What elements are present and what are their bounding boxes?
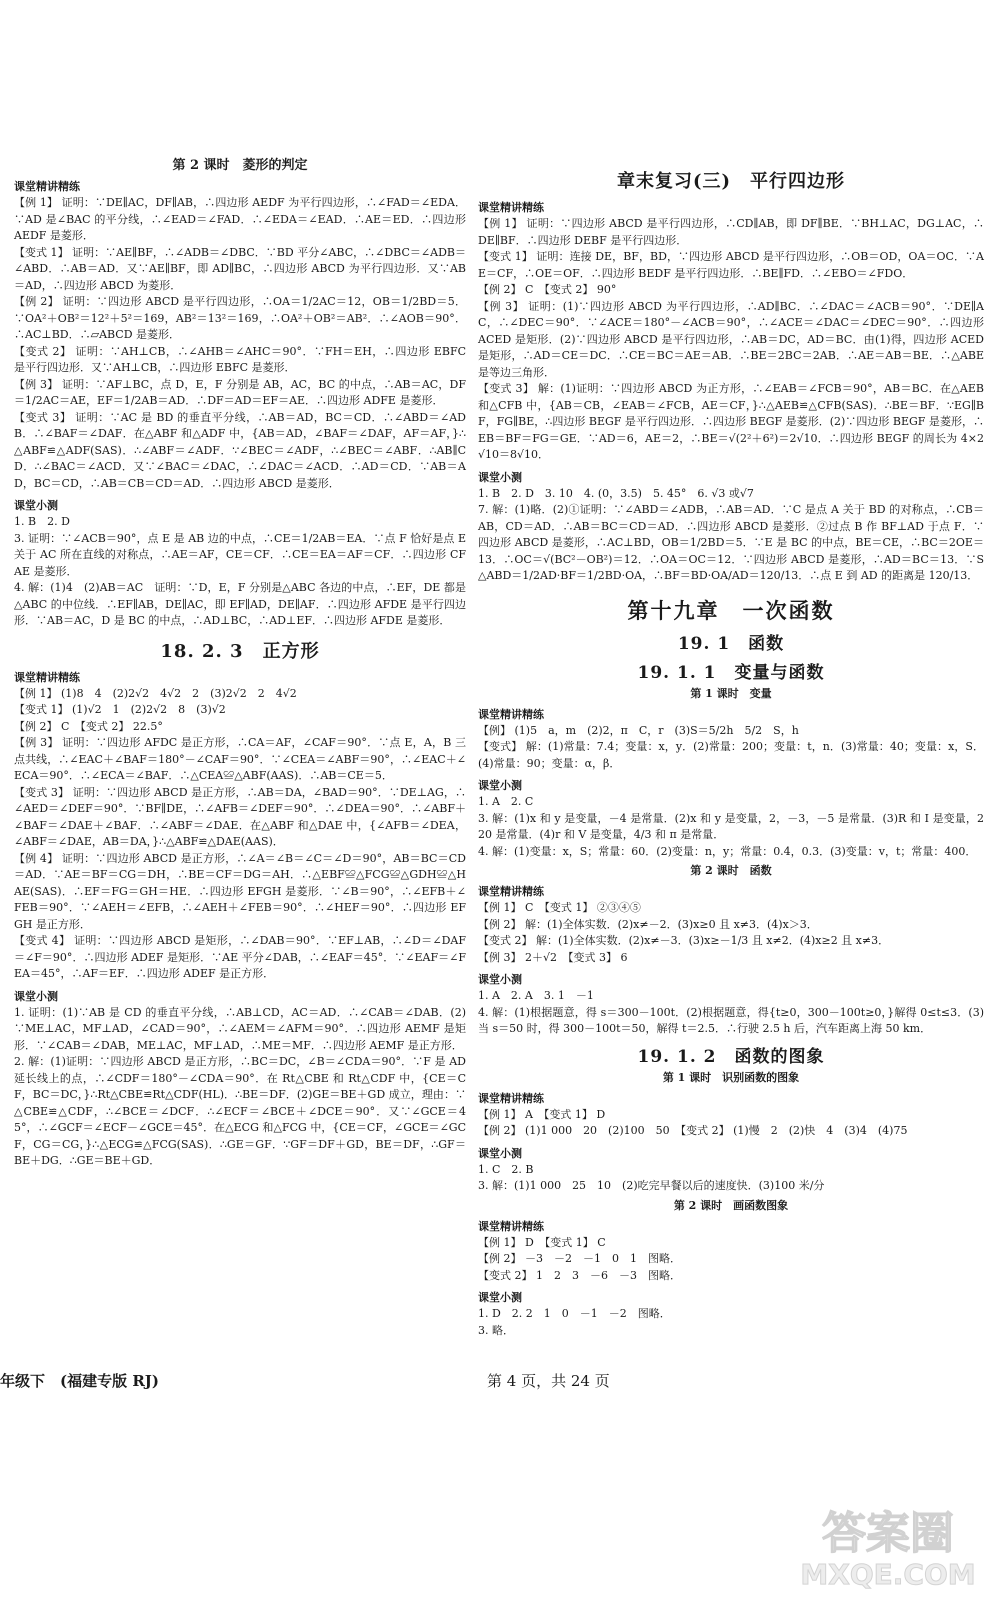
answer-paragraph: 【例 1】 D 【变式 1】 C bbox=[478, 1235, 606, 1249]
answer-paragraph: 4. 解：(1)4 (2)AB＝AC 证明：∵D，E，F 分别是△ABC 各边的中点，∴EF，DE 都是△ABC 的中位线．∴EF∥AB，DE∥AC，即 EF∥AD，DE∥AF．∴四边形 AFDE 是平行四边形．∵AB＝AC，D 是 BC 的中点，∴AD⊥BC，∴AD⊥EF．∴四边形 AFDE 是菱形． bbox=[14, 581, 466, 627]
section-label: 课堂小测 bbox=[478, 973, 522, 986]
section-label: 课堂精讲精练 bbox=[478, 1219, 544, 1233]
answer-paragraph: 【变式 4】 证明：∵四边形 ABCD 是矩形，∴∠DAB＝90°．∵EF⊥AB，∴∠D＝∠DAF＝∠F＝90°．∴四边形 ADEF 是矩形．∵AE 平分∠DAB，∴∠EAF＝45°．∵∠EAF＝∠FEA＝45°，∴AF＝EF．∴四边形 ADEF 是正方形． bbox=[14, 934, 466, 980]
section-label: 课堂小测 bbox=[478, 1291, 522, 1304]
answer-paragraph: 1. B 2. D 3. 10 4. (0，3.5) 5. 45° 6. √3 或√7 bbox=[478, 486, 754, 500]
chapter-heading: 第十九章 一次函数 bbox=[627, 597, 835, 623]
answer-paragraph: 4. 解：(1)根据题意，得 s＝300－100t．(2)根据题意，得{t≥0，300－100t≥0，}解得 0≤t≤3．(3)当 s＝50 时，得 300－100t＝50，解得 t＝2.5．∴行驶 2.5 h 后，汽车距离上海 50 km． bbox=[478, 1005, 984, 1035]
section-heading: 19. 1 函数 bbox=[677, 633, 785, 654]
answer-paragraph: 【例 1】 证明：∵DE∥AC，DF∥AB，∴四边形 AEDF 为平行四边形，∴∠FAD＝∠EDA．∵AD 是∠BAC 的平分线，∴∠EAD＝∠FAD．∴∠EDA＝∠EAD．∴AE＝ED．∴四边形 AEDF 是菱形． bbox=[14, 196, 466, 242]
answer-paragraph: 1. A 2. C bbox=[478, 795, 534, 808]
answer-paragraph: 1. B 2. D bbox=[14, 515, 70, 528]
footer-page-number: 第 4 页，共 24 页 bbox=[487, 1372, 610, 1390]
answer-paragraph: 3. 解：(1)x 和 y 是变量，－4 是常量．(2)x 和 y 是变量，2，－3，－5 是常量．(3)R 和 I 是变量，220 是常量．(4)r 和 V 是变量，4/3 和 π 是常量． bbox=[478, 811, 984, 841]
lesson-heading: 第 2 课时 函数 bbox=[690, 864, 772, 877]
answer-paragraph: 【例 1】 A 【变式 1】 D bbox=[478, 1107, 606, 1121]
answer-paragraph: 【例 2】 证明：∵四边形 ABCD 是平行四边形，∴OA＝1/2AC＝12，OB＝1/2BD＝5．∵OA²＋OB²＝12²＋5²＝169，AB²＝13²＝169，∴OA²＋OB²＝AB²．∴∠AOB＝90°．∴AC⊥BD．∴▱ABCD 是菱形． bbox=[14, 295, 466, 341]
section-label: 课堂小测 bbox=[14, 989, 58, 1003]
answer-paragraph: 【变式 2】 1 2 3 －6 －3 图略． bbox=[478, 1268, 681, 1282]
answer-paragraph: 【例 2】 C 【变式 2】 22.5° bbox=[14, 719, 163, 733]
answer-paragraph: 1. A 2. A 3. 1 －1 bbox=[478, 989, 594, 1002]
answer-paragraph: 3. 略． bbox=[478, 1323, 514, 1337]
section-label: 课堂小测 bbox=[478, 470, 522, 484]
section-label: 课堂精讲精练 bbox=[14, 180, 80, 193]
answer-paragraph: 4. 解：(1)变量：x，S；常量：60．(2)变量：n，y；常量：0.4，0.3．(3)变量：v，t；常量：400． bbox=[478, 844, 977, 858]
right-column bbox=[478, 160, 984, 1339]
answer-paragraph: 【变式 2】 证明：∵AH⊥CB，∴∠AHB＝∠AHC＝90°．∵FH＝EH，∴四边形 EBFC 是平行四边形．又∵AH⊥CB，∴四边形 EBFC 是菱形． bbox=[14, 344, 466, 374]
footer-grade-edition: 年级下 (福建专版 RJ) bbox=[0, 1372, 159, 1390]
answer-paragraph: 2. 解：(1)证明：∵四边形 ABCD 是正方形，∴BC＝DC，∠B＝∠CDA＝90°．∵F 是 AD 延长线上的点，∴∠CDF＝180°－∠CDA＝90°．在 Rt△CBE 和 Rt△CDF 中，{CE＝CF，BC＝DC，}∴Rt△CBE≌Rt△CDF(HL)．∴BE＝DF．(2)GE＝BE＋GD 成立，理由：∵△CBE≌△CDF，∴∠BCE＝∠DCF．∴∠ECF＝∠BCE＋∠DCE＝90°．又∵∠GCE＝45°，∴∠GCF＝∠ECF－∠GCE＝45°．在△ECG 和△FCG 中，{CE＝CF，∠GCE＝∠GCF，CG＝CG，}∴△ECG≌△FCG(SAS)．∴GE＝GF．∵GF＝DF＋GD，BE＝DF，∴GF＝BE＋DG．∴GE＝BE＋GD． bbox=[14, 1055, 466, 1167]
lesson-heading: 第 1 课时 识别函数的图象 bbox=[662, 1070, 800, 1084]
section-label: 课堂精讲精练 bbox=[478, 885, 544, 898]
watermark-logo bbox=[788, 1500, 988, 1592]
answer-paragraph: 【例 3】 证明：∵四边形 AFDC 是正方形，∴CA＝AF，∠CAF＝90°．∵点 E，A，B 三点共线，∴∠EAC＋∠BAF＝180°－∠CAF＝90°．∵∠CEA＝∠ABF＝90°，∴∠EAC＋∠ECA＝90°．∴∠ECA＝∠BAF．∴△CEA≌△ABF(AAS)．∴AB＝CE＝5． bbox=[14, 736, 466, 782]
section-heading: 18. 2. 3 正方形 bbox=[160, 640, 320, 662]
watermark-text-top: 答案圈 bbox=[822, 1508, 954, 1559]
answer-paragraph: 1. C 2. B bbox=[478, 1162, 534, 1176]
answer-paragraph: 【变式 3】 解：(1)证明：∵四边形 ABCD 为正方形，∴∠EAB＝∠FCB＝90°，AB＝BC．在△AEB 和△CFB 中，{AB＝CB，∠EAB＝∠FCB，AE＝CF，}∴△AEB≌△CFB(SAS)．∴BE＝BF．∵EG∥BF，FG∥BE，∴四边形 BEGF 是平行四边形．∴四边形 BEGF 是菱形．(2)∵四边形 BEGF 是菱形，∴EB＝BF＝FG＝GE．∵AD＝6，AE＝2，∴BE＝√(2²＋6²)＝2√10．∴四边形 BEGF 的周长为 4×2√10＝8√10． bbox=[478, 382, 984, 461]
section-label: 课堂精讲精练 bbox=[478, 1091, 544, 1105]
section-label: 课堂小测 bbox=[478, 1146, 522, 1160]
section-heading: 19. 1. 1 变量与函数 bbox=[637, 662, 825, 683]
section-label: 课堂小测 bbox=[478, 779, 522, 792]
section-label: 课堂小测 bbox=[14, 499, 58, 512]
answer-paragraph: 【例】 (1)5 a，m (2)2，π C，r (3)S＝5/2h 5/2 S，h bbox=[478, 723, 799, 737]
lesson-heading: 第 2 课时 画函数图象 bbox=[673, 1198, 789, 1212]
answer-paragraph: 【变式 3】 证明：∵AC 是 BD 的垂直平分线，∴AB＝AD，BC＝CD．∴∠ABD＝∠ADB．∴∠BAF＝∠DAF．在△ABF 和△ADF 中，{AB＝AD，∠BAF＝∠DAF，AF＝AF，}∴△ABF≌△ADF(SAS)．∴∠ABF＝∠ADF．∵∠BEC＝∠ADF，∴∠BEC＝∠ABF．∴AB∥CD．∴∠BAC＝∠ACD．又∵∠BAC＝∠DAC，∴∠DAC＝∠ACD．∴AD＝CD．∵AB＝AD，BC＝CD，∴AB＝CB＝CD＝AD．∴四边形 ABCD 是菱形． bbox=[14, 410, 466, 490]
answer-paragraph: 【例 1】 C 【变式 1】 ②③④⑤ bbox=[478, 901, 641, 914]
section-heading: 19. 1. 2 函数的图象 bbox=[637, 1046, 825, 1067]
section-label: 课堂精讲精练 bbox=[478, 707, 544, 721]
left-column bbox=[14, 150, 466, 1170]
answer-paragraph: 【例 1】 (1)8 4 (2)2√2 4√2 2 (3)2√2 2 4√2 bbox=[14, 686, 297, 700]
section-label: 课堂精讲精练 bbox=[478, 201, 544, 214]
answer-paragraph: 【例 3】 证明：(1)∵四边形 ABCD 为平行四边形，∴AD∥BC．∴∠DAC＝∠ACB＝90°．∵DE∥AC，∴∠DEC＝90°．∵∠ACE＝180°－∠ACB＝90°，∴∠ACE＝∠DAC＝∠DEC＝90°．∴四边形 ACED 是矩形．(2)∵四边形 ABCD 是平行四边形，∴AB＝DC，AD＝BC．由(1)得，四边形 ACED 是矩形，∴AD＝CE＝DC．∴CE＝BC＝AE＝AB．∴BE＝2BC＝2AB．∴AE＝AB＝BE．∴△ABE 是等边三角形． bbox=[478, 299, 984, 379]
section-heading: 章末复习(三) 平行四边形 bbox=[616, 171, 846, 192]
answer-paragraph: 3. 解：(1)1 000 25 10 (2)吃完早餐以后的速度快．(3)100 米/分 bbox=[478, 1179, 825, 1192]
lesson-heading: 第 1 课时 变量 bbox=[690, 686, 772, 700]
answer-paragraph: 【例 3】 证明：∵AF⊥BC，点 D，E，F 分别是 AB，AC，BC 的中点，∴AB＝AC，DF＝1/2AC＝AE，EF＝1/2AB＝AD．∴DF＝AD＝EF＝AE．∴四边形 ADFE 是菱形． bbox=[14, 377, 466, 407]
answer-paragraph: 【例 2】 (1)1 000 20 (2)100 50 【变式 2】 (1)慢 2 (2)快 4 (3)4 (4)75 bbox=[478, 1124, 908, 1137]
answer-paragraph: 【变式 2】 解：(1)全体实数．(2)x≠－3．(3)x≥－1/3 且 x≠2．(4)x≥2 且 x≠3． bbox=[478, 934, 890, 947]
answer-paragraph: 【例 4】 证明：∵四边形 ABCD 是正方形，∴∠A＝∠B＝∠C＝∠D＝90°，AB＝BC＝CD＝AD．∵AE＝BF＝CG＝DH，∴BE＝CF＝DG＝AH．∴△EBF≌△FCG≌△GDH≌△HAE(SAS)．∴EF＝FG＝GH＝HE．∴四边形 EFGH 是菱形．∵∠B＝90°，∴∠EFB＋∠FEB＝90°．∵∠AEH＝∠EFB，∴∠AEH＋∠FEB＝90°．∴∠HEF＝90°．∴四边形 EFGH 是正方形． bbox=[14, 851, 466, 931]
answer-paragraph: 【变式 3】 证明：∵四边形 ABCD 是正方形，∴AB＝DA，∠BAD＝90°．∵DE⊥AG，∴∠AED＝∠DEF＝90°．∵BF∥DE，∴∠AFB＝∠DEF＝90°．∴∠DEA＝90°．∴∠ABF＋∠BAF＝∠DAE＋∠BAF．∴∠ABF＝∠DAE．在△ABF 和△DAE 中，{∠AFB＝∠DEA，∠ABF＝∠DAE，AB＝DA，}∴△ABF≌△DAE(AAS)． bbox=[14, 785, 466, 848]
answer-paragraph: 【变式 1】 证明：连接 DE，BF，BD，∵四边形 ABCD 是平行四边形，∴OB＝OD，OA＝OC．∵AE＝CF，∴OE＝OF．∴四边形 BEDF 是平行四边形．∴BE∥FD．∴∠EBO＝∠FDO． bbox=[478, 250, 984, 280]
answer-paragraph: 【变式 1】 (1)√2 1 (2)2√2 8 (3)√2 bbox=[14, 703, 226, 716]
answer-paragraph: 【例 2】 －3 －2 －1 0 1 图略． bbox=[478, 1252, 681, 1265]
answer-paragraph: 【变式 1】 证明：∵AE∥BF，∴∠ADB＝∠DBC．∵BD 平分∠ABC，∴∠DBC＝∠ADB＝∠ABD．∴AB＝AD．又∵AE∥BF，即 AD∥BC，∴四边形 ABCD 为平行四边形．又∵AB＝AD，∴四边形 ABCD 为菱形． bbox=[14, 245, 466, 292]
answer-paragraph: 【例 2】 C 【变式 2】 90° bbox=[478, 283, 617, 296]
answer-paragraph: 【例 3】 2＋√2 【变式 3】 6 bbox=[478, 950, 628, 964]
answer-paragraph: 1. D 2. 2 1 0 －1 －2 图略． bbox=[478, 1307, 671, 1320]
answer-paragraph: 【例 1】 证明：∵四边形 ABCD 是平行四边形，∴CD∥AB，即 DF∥BE．∵BH⊥AC，DG⊥AC，∴DE∥BF．∴四边形 DEBF 是平行四边形． bbox=[478, 217, 984, 247]
answer-paragraph: 【例 2】 解：(1)全体实数．(2)x≠－2．(3)x≥0 且 x≠3．(4)x＞3． bbox=[478, 917, 818, 931]
lesson-heading: 第 2 课时 菱形的判定 bbox=[172, 158, 308, 173]
answer-paragraph: 【变式】 解：(1)常量：7.4；变量：x，y．(2)常量：200；变量：t，n．(3)常量：40；变量：x，S．(4)常量：90；变量：α，β． bbox=[478, 740, 984, 770]
answer-paragraph: 7. 解：(1)略．(2)①证明：∵∠ABD＝∠ADB，∴AB＝AD．∵C 是点 A 关于 BD 的对称点，∴CB＝AB，CD＝AD．∴AB＝BC＝CD＝AD．∴四边形 ABCD 是菱形．②过点 B 作 BF⊥AD 于点 F．∵四边形 ABCD 是菱形，∴AC⊥BD，OB＝1/2BD＝5．∵E 是 BC 的中点，BE＝CE，∴BC＝2OE＝13．∴OC＝√(BC²－OB²)＝12．∴OA＝OC＝12．∵四边形 ABCD 是菱形，∴AD＝BC＝13．∵S△ABD＝1/2AD·BF＝1/2BD·OA，∴BF＝BD·OA/AD＝120/13．∴点 E 到 AD 的距离是 120/13． bbox=[478, 503, 984, 582]
answer-paragraph: 3. 证明：∵∠ACB＝90°，点 E 是 AB 边的中点，∴CE＝1/2AB＝EA．∵点 F 恰好是点 E 关于 AC 所在直线的对称点，∴AE＝AF，CE＝CF．∴CE＝EA＝AF＝CF．∴四边形 CFAE 是菱形． bbox=[14, 531, 466, 578]
watermark-text-bottom: MXQE.COM bbox=[800, 1558, 976, 1591]
answer-paragraph: 1. 证明：(1)∵AB 是 CD 的垂直平分线，∴AB⊥CD，AC＝AD．∴∠CAB＝∠DAB．(2)∵ME⊥AC，MF⊥AD，∠CAD＝90°，∴∠AEM＝∠AFM＝90°．∴四边形 AEMF 是矩形．∵∠CAB＝∠DAB，ME⊥AC，MF⊥AD，∴ME＝MF．∴四边形 AEMF 是正方形． bbox=[14, 1005, 466, 1052]
section-label: 课堂精讲精练 bbox=[14, 670, 80, 684]
